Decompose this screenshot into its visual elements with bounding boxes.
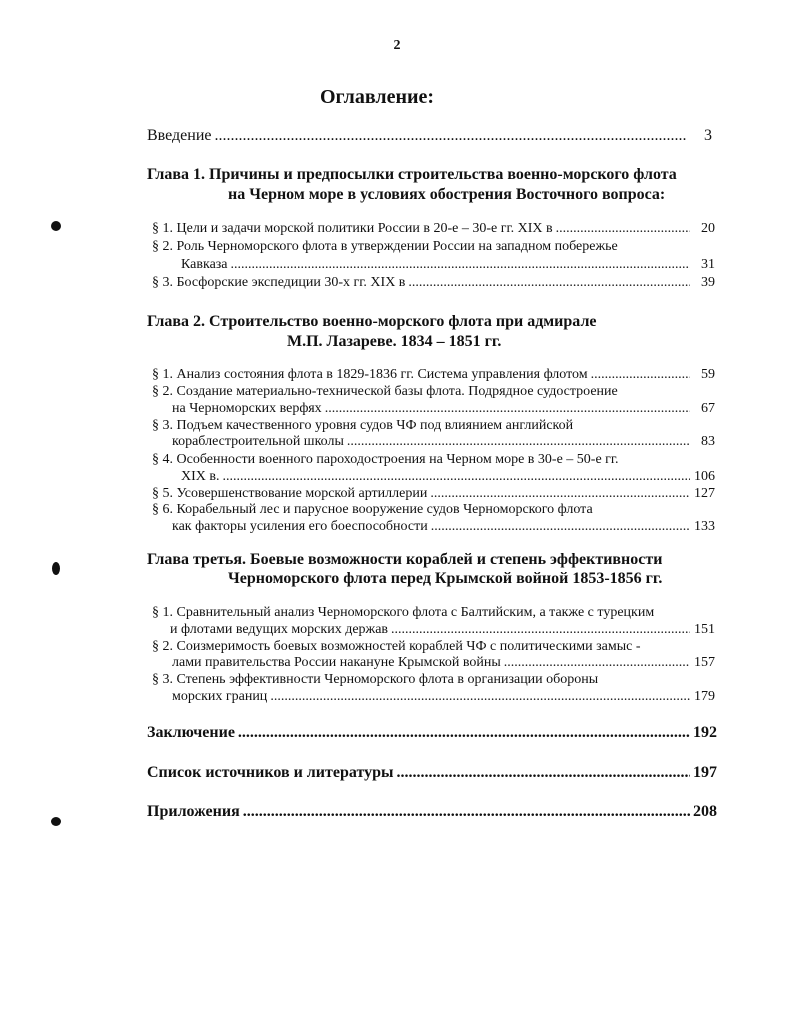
section-text-cont: лами правительства России накануне Крымской войны (172, 655, 501, 670)
dot-leader (270, 689, 690, 705)
toc-section[interactable] (172, 434, 715, 450)
chapter2-heading-cont (287, 333, 501, 351)
dot-leader (591, 367, 690, 383)
section-page: 83 (701, 434, 715, 449)
page-title: Оглавление: (319, 86, 435, 108)
dot-leader (391, 622, 690, 638)
toc-section-line1 (152, 672, 598, 688)
section-page: 67 (701, 401, 715, 416)
section-text-cont: кораблестроительной школы (172, 434, 344, 449)
dot-leader (215, 127, 688, 145)
chapter1-heading (147, 166, 677, 184)
section-page: 157 (694, 655, 715, 670)
chapter3-heading-line2: Черноморского флота перед Крымской войной 1853-1856 гг. (228, 570, 663, 587)
chapter1-heading-line1: Глава 1. Причины и предпосылки строительства военно-морского флота (147, 166, 677, 183)
section-text: § 1. Цели и задачи морской политики России в 20-е – 30-е гг. XIX в (152, 221, 553, 236)
toc-section-line1 (152, 605, 654, 621)
toc-appendix[interactable] (147, 803, 715, 821)
toc-section[interactable] (152, 486, 715, 502)
section-page: 151 (694, 622, 715, 637)
dot-leader (243, 803, 690, 821)
section-text-cont: Кавказа (181, 257, 228, 272)
chapter1-heading-cont (228, 186, 665, 204)
toc-conclusion-label: Заключение (147, 724, 235, 741)
dot-leader (231, 257, 690, 273)
chapter2-heading-line2: М.П. Лазареве. 1834 – 1851 гг. (287, 333, 502, 350)
scan-blot-3 (51, 817, 61, 826)
section-text-cont: XIX в. (181, 469, 220, 484)
section-page: 127 (694, 486, 715, 501)
section-page: 106 (694, 469, 715, 484)
chapter3-heading (147, 551, 662, 569)
section-page: 20 (701, 221, 715, 236)
toc-section[interactable] (152, 367, 715, 383)
toc-section-line1 (152, 418, 573, 434)
toc-appendix-page: 208 (693, 803, 717, 820)
dot-leader (431, 519, 690, 535)
dot-leader (408, 275, 690, 291)
toc-intro-page: 3 (704, 127, 712, 144)
section-page: 59 (701, 367, 715, 382)
dot-leader (223, 469, 691, 485)
chapter2-heading (147, 313, 597, 331)
toc-section[interactable] (172, 401, 715, 417)
section-text: § 6. Корабельный лес и парусное вооружение судов Черноморского флота (152, 502, 593, 517)
toc-appendix-label: Приложения (147, 803, 240, 820)
scan-blot-2 (52, 562, 60, 575)
chapter1-heading-line2: на Черном море в условиях обострения Восточного вопроса: (228, 186, 666, 203)
toc-section[interactable] (172, 519, 715, 535)
toc-intro[interactable] (147, 127, 712, 145)
toc-section[interactable] (181, 469, 715, 485)
toc-sources[interactable] (147, 764, 715, 782)
toc-intro-label: Введение (147, 127, 212, 144)
toc-section-line1 (152, 502, 593, 518)
section-text: § 1. Сравнительный анализ Черноморского флота с Балтийским, а также с турецким (152, 605, 655, 620)
toc-conclusion-page: 192 (693, 724, 717, 741)
section-text: § 4. Особенности военного пароходостроения на Черном море в 30-е – 50-е гг. (152, 452, 619, 467)
toc-section-line1 (152, 452, 619, 468)
section-page: 133 (694, 519, 715, 534)
section-text: § 5. Усовершенствование морской артиллерии (152, 486, 428, 501)
section-text: § 3. Подъем качественного уровня судов ЧФ под влиянием английской (152, 418, 574, 433)
section-text-cont: морских границ (172, 689, 268, 704)
section-text: § 2. Соизмеримость боевых возможностей кораблей ЧФ с политическими замыс - (152, 639, 641, 654)
page-number: 2 (393, 38, 401, 53)
dot-leader (238, 724, 690, 742)
section-text-cont: на Черноморских верфях (172, 401, 322, 416)
toc-sources-page: 197 (693, 764, 717, 781)
section-page: 179 (694, 689, 715, 704)
toc-section[interactable] (172, 689, 715, 705)
dot-leader (347, 434, 690, 450)
toc-section[interactable] (181, 257, 715, 273)
section-text: § 3. Степень эффективности Черноморского флота в организации обороны (152, 672, 599, 687)
section-text: § 3. Босфорские экспедиции 30-х гг. XIX в (152, 275, 406, 290)
section-text: § 1. Анализ состояния флота в 1829-1836 гг. Система управления флотом (152, 367, 588, 382)
dot-leader (556, 221, 690, 237)
toc-section[interactable] (152, 275, 715, 291)
section-text-cont: как факторы усиления его боеспособности (172, 519, 428, 534)
dot-leader (325, 401, 690, 417)
section-text-cont: и флотами ведущих морских держав (170, 622, 389, 637)
section-page: 39 (701, 275, 715, 290)
section-page: 31 (701, 257, 715, 272)
toc-sources-label: Список источников и литературы (147, 764, 394, 781)
toc-section-line1 (152, 639, 640, 655)
dot-leader (430, 486, 690, 502)
toc-section-line1 (152, 239, 618, 255)
chapter2-heading-line1: Глава 2. Строительство военно-морского флота при адмирале (147, 313, 597, 330)
section-text: § 2. Создание материально-технической базы флота. Подрядное судостроение (152, 384, 618, 399)
dot-leader (504, 655, 690, 671)
chapter3-heading-line1: Глава третья. Боевые возможности кораблей и степень эффективности (147, 551, 663, 568)
dot-leader (396, 764, 690, 782)
scan-blot-1 (51, 221, 61, 231)
toc-section[interactable] (172, 655, 715, 671)
toc-conclusion[interactable] (147, 724, 715, 742)
toc-section-line1 (152, 384, 618, 400)
section-text: § 2. Роль Черноморского флота в утверждении России на западном побережье (152, 239, 618, 254)
toc-section[interactable] (170, 622, 715, 638)
chapter3-heading-cont (228, 570, 662, 588)
toc-section[interactable] (152, 221, 715, 237)
